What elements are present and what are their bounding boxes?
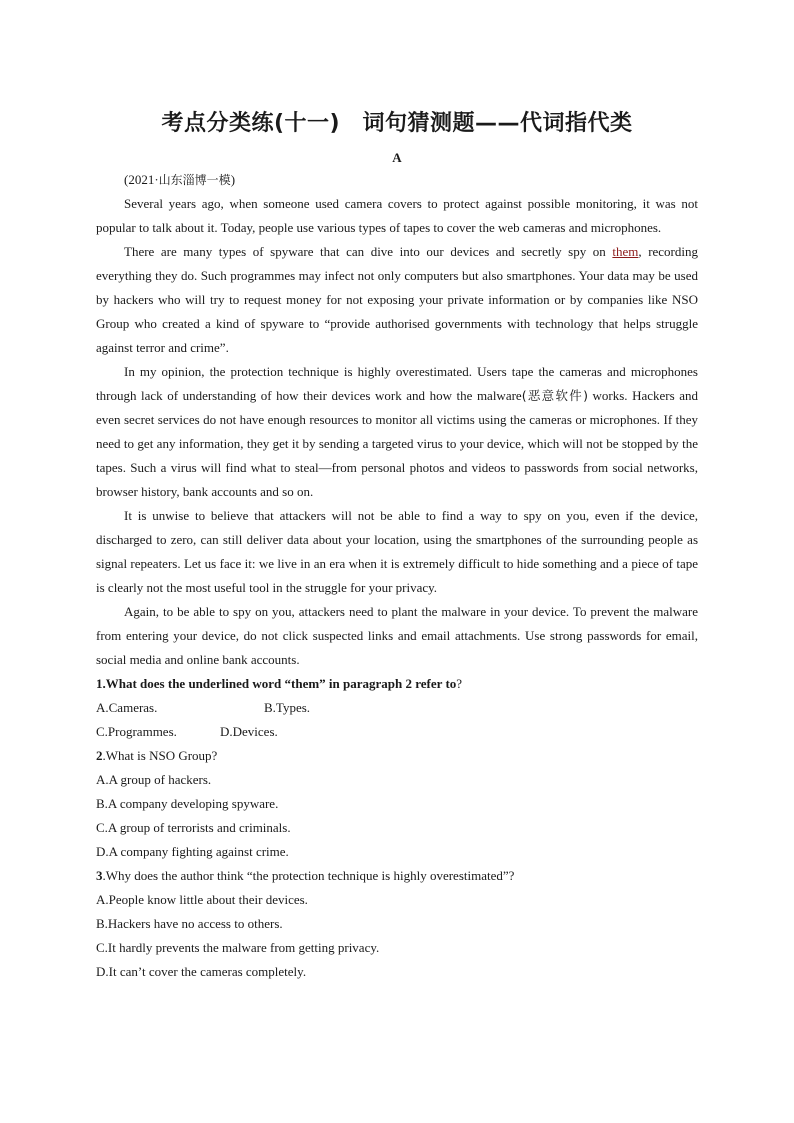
question-3-text: .Why does the author think “the protection technique is highly overestimated”? — [102, 868, 515, 883]
option-3a[interactable]: A.People know little about their devices. — [96, 892, 308, 907]
option-1a[interactable]: A.Cameras. — [96, 700, 158, 715]
source-prefix: (2021· — [124, 172, 159, 187]
question-3 — [96, 864, 698, 888]
question-1-number: 1 — [96, 676, 103, 691]
option-1c[interactable]: C.Programmes. — [96, 724, 177, 739]
section-label: A — [392, 150, 402, 165]
source-suffix: ) — [230, 172, 236, 187]
paragraph-3-text-a: In my opinion, the protection technique is highly overestimated. Users tape the cameras and microphones through lack of understanding of how their devices work and how the malware — [96, 364, 698, 403]
question-1-options-row-2 — [96, 720, 698, 744]
source-name: 山东淄博一模 — [158, 173, 231, 187]
question-1 — [96, 672, 698, 696]
option-1d[interactable]: D.Devices. — [220, 724, 278, 739]
question-1-end: ? — [456, 676, 463, 691]
option-3d[interactable]: D.It can’t cover the cameras completely. — [96, 964, 307, 979]
paragraph-5: Again, to be able to spy on you, attackers need to plant the malware in your device. To prevent the malware from entering your device, do not click suspected links and email attachments. Use strong passwords for email, social media and online bank accounts. — [96, 604, 698, 667]
option-1b[interactable]: B.Types. — [264, 700, 311, 715]
option-3c[interactable]: C.It hardly prevents the malware from getting privacy. — [96, 940, 380, 955]
option-2d[interactable]: D.A company fighting against crime. — [96, 844, 289, 859]
paragraph-2-text-a: There are many types of spyware that can dive into our devices and secretly spy on — [124, 244, 613, 259]
option-2b[interactable]: B.A company developing spyware. — [96, 796, 279, 811]
source-line — [96, 168, 698, 192]
question-1-text: .What does the underlined word “them” in paragraph 2 refer to — [102, 676, 457, 691]
paragraph-2 — [96, 240, 698, 360]
malware-gloss: (恶意软件) — [521, 388, 588, 403]
question-2-number: 2 — [96, 748, 103, 763]
question-3-number: 3 — [96, 868, 103, 883]
paragraph-3-text-b: works. Hackers and even secret services do not have enough resources to monitor all victims using the cameras or microphones. If they need to get any information, they get it by sending a targeted virus to your device, which will not be stopped by the tapes. Such a virus will find what to steal—from personal photos and videos to passwords from social networks, browser history, bank accounts and so on. — [96, 388, 698, 499]
question-1-options-row-1 — [96, 696, 698, 720]
paragraph-1: Several years ago, when someone used camera covers to protect against possible monitoring, it was not popular to talk about it. Today, people use various types of tapes to cover the web cameras and microphones. — [96, 196, 698, 235]
question-2-text: .What is NSO Group? — [102, 748, 218, 763]
question-2 — [96, 744, 698, 768]
underlined-word-them: them — [612, 244, 639, 259]
option-3b[interactable]: B.Hackers have no access to others. — [96, 916, 283, 931]
paragraph-2-text-b: , recording everything they do. Such programmes may infect not only computers but also smartphones. Your data may be used by hackers who will try to request money for not exposing your private information or by companies like NSO Group who created a kind of spyware to “provide authorised governments with technology that helps struggle against terror and crime”. — [96, 244, 698, 355]
option-2c[interactable]: C.A group of terrorists and criminals. — [96, 820, 291, 835]
page-title: 考点分类练(十一) 词句猜测题——代词指代类 — [161, 111, 633, 136]
paragraph-4: It is unwise to believe that attackers will not be able to find a way to spy on you, even if the device, discharged to zero, can still deliver data about your location, using the smartphones of the surrounding people as signal repeaters. Let us face it: we live in an era when it is extremely difficult to hide something and a piece of tape is clearly not the most useful tool in the struggle for your privacy. — [96, 508, 698, 595]
option-2a[interactable]: A.A group of hackers. — [96, 772, 212, 787]
paragraph-3 — [96, 360, 698, 504]
passage-body — [96, 168, 698, 984]
